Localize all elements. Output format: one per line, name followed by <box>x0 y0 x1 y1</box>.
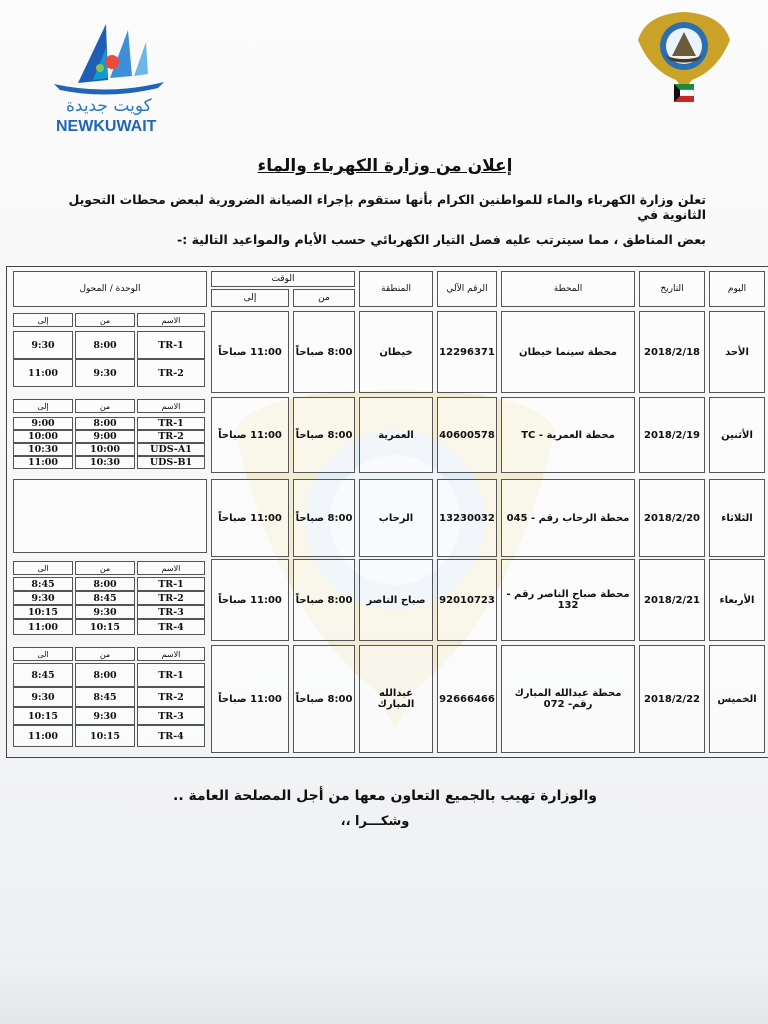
row1-day: الأحد <box>709 311 765 393</box>
row1-to: 11:00 صباحاً <box>211 311 289 393</box>
row3-to: 11:00 صباحاً <box>211 479 289 557</box>
logo-arabic-text: كويت جديدة <box>66 96 152 116</box>
header-time: الوقت <box>211 271 355 287</box>
row5-from: 8:00 صباحاً <box>293 645 355 753</box>
header-area: المنطقة <box>359 271 433 307</box>
row5-date: 2018/2/22 <box>639 645 705 753</box>
row4-unit-2-to: 9:30 <box>13 591 73 605</box>
row5-unit-1-name: TR-1 <box>137 663 205 687</box>
row4-unit-4-from: 10:15 <box>75 619 135 635</box>
row4-station: محطة صباح الناصر رقم - 132 <box>501 559 635 641</box>
row1-from: 8:00 صباحاً <box>293 311 355 393</box>
row2-unit-3-from: 10:00 <box>75 443 135 456</box>
header-time-to: إلى <box>211 289 289 307</box>
row3-area: الرحاب <box>359 479 433 557</box>
dhow-sail-icon <box>48 18 168 98</box>
header-time-from: من <box>293 289 355 307</box>
row2-to: 11:00 صباحاً <box>211 397 289 473</box>
floor-background <box>0 960 768 1024</box>
announcement-title: إعلان من وزارة الكهرباء والماء <box>257 156 513 176</box>
row1-area: خيطان <box>359 311 433 393</box>
header-day: اليوم <box>709 271 765 307</box>
row5-area: عبدالله المبارك <box>359 645 433 753</box>
row4-unit-3-to: 10:15 <box>13 605 73 619</box>
row2-unit-4-to: 11:00 <box>13 456 73 469</box>
row4-unit-from-header: من <box>75 561 135 575</box>
row4-unit-1-from: 8:00 <box>75 577 135 591</box>
row1-unit-1-to: 9:30 <box>13 331 73 359</box>
row5-station: محطة عبدالله المبارك رقم- 072 <box>501 645 635 753</box>
new-kuwait-logo <box>48 18 168 136</box>
row2-unit-from-header: من <box>75 399 135 413</box>
row1-unit-2-from: 9:30 <box>75 359 135 387</box>
row4-day: الأربعاء <box>709 559 765 641</box>
row1-station: محطة سينما خيطان <box>501 311 635 393</box>
intro-line-2: بعض المناطق ، مما سيترتب عليه فصل التيار الكهربائي حسب الأيام والمواعيد التالية :- <box>177 232 706 247</box>
row5-unit-2-to: 9:30 <box>13 687 73 707</box>
kuwait-emblem-logo <box>632 10 736 118</box>
row2-unit-2-name: TR-2 <box>137 430 205 443</box>
row5-unit-3-to: 10:15 <box>13 707 73 725</box>
row4-number: 92010723 <box>437 559 497 641</box>
row4-unit-2-name: TR-2 <box>137 591 205 605</box>
row4-from: 8:00 صباحاً <box>293 559 355 641</box>
row1-unit-from-header: من <box>75 313 135 327</box>
row2-day: الأثنين <box>709 397 765 473</box>
row3-date: 2018/2/20 <box>639 479 705 557</box>
row3-from: 8:00 صباحاً <box>293 479 355 557</box>
row4-unit-4-to: 11:00 <box>13 619 73 635</box>
row2-unit-4-from: 10:30 <box>75 456 135 469</box>
row5-unit-from-header: من <box>75 647 135 661</box>
row2-unit-1-to: 9:00 <box>13 417 73 430</box>
row2-station: محطة العمرية - TC <box>501 397 635 473</box>
row4-unit-2-from: 8:45 <box>75 591 135 605</box>
row5-unit-4-to: 11:00 <box>13 725 73 747</box>
intro-line-1: تعلن وزارة الكهرباء والماء للمواطنين الكرام بأنها ستقوم بإجراء الصيانة الضرورية لبعض محطات التحويل الثانوية في <box>68 192 706 222</box>
row5-unit-3-name: TR-3 <box>137 707 205 725</box>
row5-number: 92666466 <box>437 645 497 753</box>
row4-unit-1-to: 8:45 <box>13 577 73 591</box>
row3-station: محطة الرحاب رقم - 045 <box>501 479 635 557</box>
row1-number: 12296371 <box>437 311 497 393</box>
header-date: التاريخ <box>639 271 705 307</box>
row2-unit-name-header: الاسم <box>137 399 205 413</box>
row2-unit-to-header: إلى <box>13 399 73 413</box>
header-auto-number: الرقم الآلي <box>437 271 497 307</box>
row1-date: 2018/2/18 <box>639 311 705 393</box>
schedule-table <box>6 266 768 758</box>
row3-unit-empty <box>13 479 207 553</box>
row4-area: صباح الناصر <box>359 559 433 641</box>
closing-statement: والوزارة تهيب بالجميع التعاون معها من أجل المصلحة العامة .. <box>173 788 597 804</box>
header-station: المحطة <box>501 271 635 307</box>
row4-unit-1-name: TR-1 <box>137 577 205 591</box>
row1-unit-2-name: TR-2 <box>137 359 205 387</box>
row2-number: 40600578 <box>437 397 497 473</box>
row1-unit-to-header: إلى <box>13 313 73 327</box>
row2-area: العمرية <box>359 397 433 473</box>
row2-unit-4-name: UDS-B1 <box>137 456 205 469</box>
row2-unit-3-to: 10:30 <box>13 443 73 456</box>
row4-unit-name-header: الاسم <box>137 561 205 575</box>
row5-unit-3-from: 9:30 <box>75 707 135 725</box>
row5-unit-4-from: 10:15 <box>75 725 135 747</box>
row5-unit-2-name: TR-2 <box>137 687 205 707</box>
row4-unit-3-from: 9:30 <box>75 605 135 619</box>
row1-unit-1-name: TR-1 <box>137 331 205 359</box>
row2-unit-1-from: 8:00 <box>75 417 135 430</box>
row3-number: 13230032 <box>437 479 497 557</box>
row1-unit-1-from: 8:00 <box>75 331 135 359</box>
row2-date: 2018/2/19 <box>639 397 705 473</box>
header-unit: الوحدة / المحول <box>13 271 207 307</box>
row5-day: الخميس <box>709 645 765 753</box>
row5-unit-4-name: TR-4 <box>137 725 205 747</box>
row2-unit-2-from: 9:00 <box>75 430 135 443</box>
row5-unit-1-to: 8:45 <box>13 663 73 687</box>
logo-english-text: NEWKUWAIT <box>56 118 157 135</box>
row4-unit-to-header: الى <box>13 561 73 575</box>
row1-unit-2-to: 11:00 <box>13 359 73 387</box>
row2-from: 8:00 صباحاً <box>293 397 355 473</box>
thanks-text: وشكـــرا ،، <box>340 814 410 829</box>
row4-unit-4-name: TR-4 <box>137 619 205 635</box>
row5-unit-name-header: الاسم <box>137 647 205 661</box>
row5-to: 11:00 صباحاً <box>211 645 289 753</box>
row5-unit-to-header: الى <box>13 647 73 661</box>
row4-date: 2018/2/21 <box>639 559 705 641</box>
row4-unit-3-name: TR-3 <box>137 605 205 619</box>
row2-unit-1-name: TR-1 <box>137 417 205 430</box>
row5-unit-1-from: 8:00 <box>75 663 135 687</box>
row1-unit-name-header: الاسم <box>137 313 205 327</box>
row4-to: 11:00 صباحاً <box>211 559 289 641</box>
row2-unit-2-to: 10:00 <box>13 430 73 443</box>
row2-unit-3-name: UDS-A1 <box>137 443 205 456</box>
row3-day: الثلاثاء <box>709 479 765 557</box>
row5-unit-2-from: 8:45 <box>75 687 135 707</box>
falcon-emblem-icon <box>632 10 736 118</box>
